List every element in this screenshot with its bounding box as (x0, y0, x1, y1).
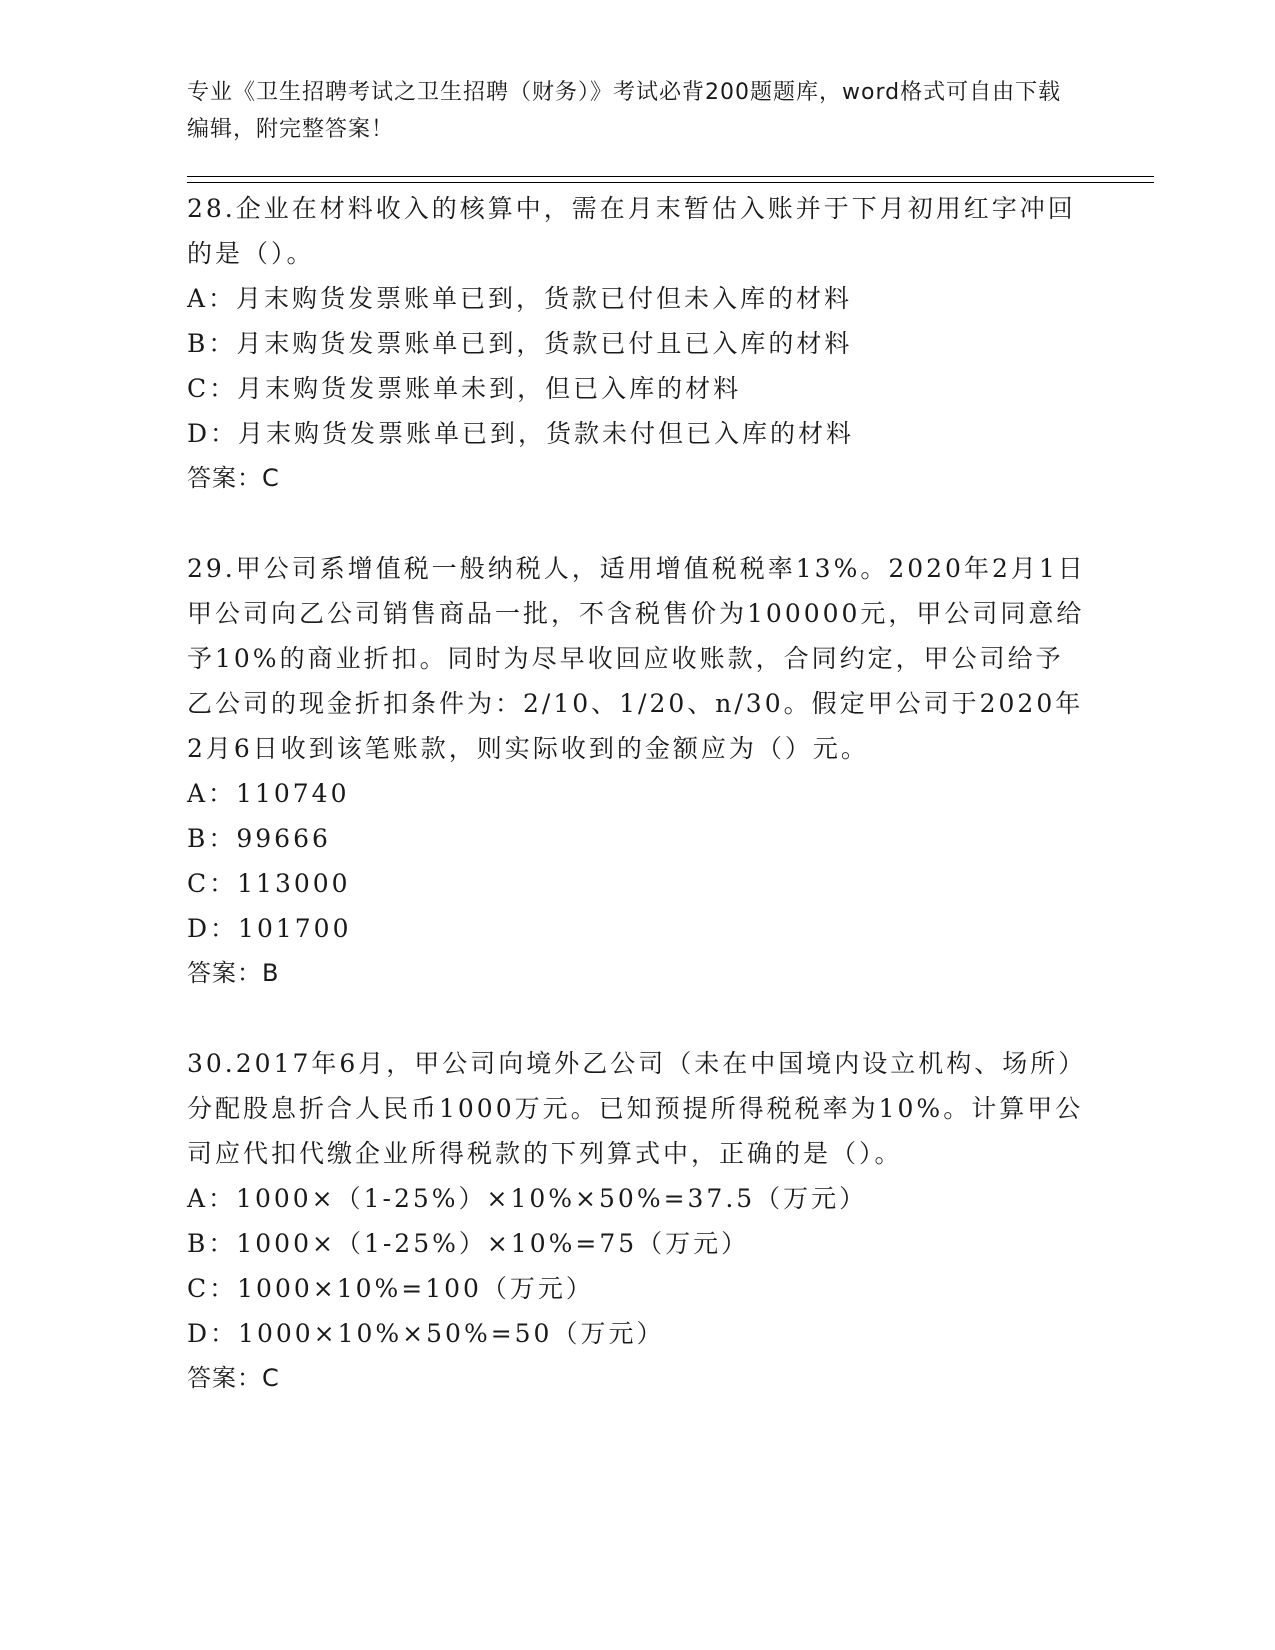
answer-line: 答案：B (187, 959, 280, 987)
header-rule-thick (187, 176, 1154, 177)
question-stem: 28.企业在材料收入的核算中，需在月末暂估入账并于下月初用红字冲回的是（）。 (187, 194, 1076, 268)
option-c: C：1000×10%=100（万元） (187, 1274, 594, 1303)
option-c: C：月末购货发票账单未到，但已入库的材料 (187, 374, 742, 403)
option-a: A：110740 (187, 779, 350, 808)
document-header: 专业《卫生招聘考试之卫生招聘（财务）》考试必背200题题库，word格式可自由下载编辑，附完整答案！ (187, 80, 1062, 142)
question-list (187, 186, 1087, 1401)
option-a: A：月末购货发票账单已到，货款已付但未入库的材料 (187, 284, 853, 313)
question-stem: 30.2017年6月，甲公司向境外乙公司（未在中国境内设立机构、场所）分配股息折合人民币1000万元。已知预提所得税税率为10%。计算甲公司应代扣代缴企业所得税款的下列算式中，正确的是（）。 (187, 1049, 1087, 1168)
option-b: B：月末购货发票账单已到，货款已付且已入库的材料 (187, 329, 853, 358)
option-d: D：101700 (187, 914, 352, 943)
question-29 (187, 546, 1087, 996)
question-30 (187, 1041, 1087, 1401)
option-d: D：月末购货发票账单已到，货款未付但已入库的材料 (187, 419, 855, 448)
answer-line: 答案：C (187, 464, 280, 492)
header-rule-thin (187, 182, 1154, 183)
answer-line: 答案：C (187, 1364, 280, 1392)
question-spacer (187, 996, 1087, 1041)
option-c: C：113000 (187, 869, 351, 898)
option-d: D：1000×10%×50%=50（万元） (187, 1319, 665, 1348)
question-stem: 29.甲公司系增值税一般纳税人，适用增值税税率13%。2020年2月1日甲公司向乙公司销售商品一批，不含税售价为100000元，甲公司同意给予10%的商业折扣。同时为尽早收回应收账款，合同约定，甲公司给予乙公司的现金折扣条件为：2/10、1/20、n/30。假定甲公司于2020年2月6日收到该笔账款，则实际收到的金额应为（）元。 (187, 554, 1086, 763)
question-spacer (187, 501, 1087, 546)
option-b: B：1000×（1-25%）×10%=75（万元） (187, 1229, 750, 1258)
option-b: B：99666 (187, 824, 331, 853)
option-a: A：1000×（1-25%）×10%×50%=37.5（万元） (187, 1184, 868, 1213)
question-28 (187, 186, 1087, 501)
